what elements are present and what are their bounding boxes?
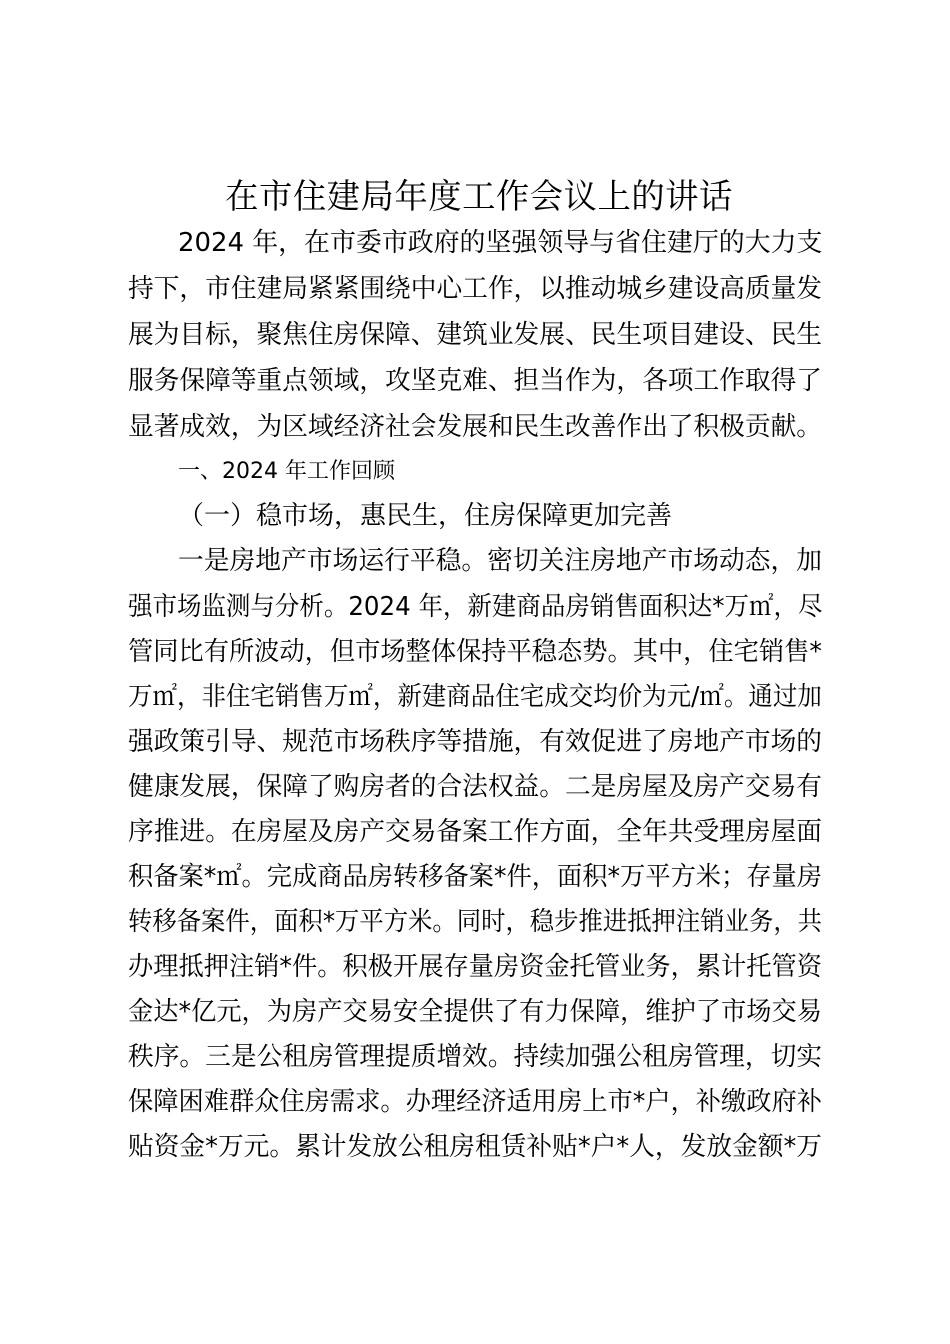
paragraph-line: 办理抵押注销*件。积极开展存量房资金托管业务，累计托管资 bbox=[128, 952, 822, 982]
paragraph-line: 强市场监测与分析。2024 年，新建商品房销售面积达*万㎡，尽 bbox=[128, 592, 823, 622]
paragraph-line: 强政策引导、规范市场秩序等措施，有效促进了房地产市场的 bbox=[128, 727, 823, 757]
paragraph-line: 转移备案件，面积*万平方米。同时，稳步推进抵押注销业务，共 bbox=[128, 907, 823, 937]
paragraph-line: 一是房地产市场运行平稳。密切关注房地产市场动态，加 bbox=[178, 546, 823, 576]
paragraph-line: 服务保障等重点领域，攻坚克难、担当作为，各项工作取得了 bbox=[128, 366, 823, 396]
paragraph-line: 保障困难群众住房需求。办理经济适用房上市*户，补缴政府补 bbox=[128, 1087, 822, 1117]
paragraph-line: 健康发展，保障了购房者的合法权益。二是房屋及房产交易有 bbox=[128, 772, 823, 802]
paragraph-line: 管同比有所波动，但市场整体保持平稳态势。其中，住宅销售* bbox=[128, 637, 822, 667]
paragraph-line: 持下，市住建局紧紧围绕中心工作，以推动城乡建设高质量发 bbox=[128, 274, 823, 304]
paragraph-line: 金达*亿元，为房产交易安全提供了有力保障，维护了市场交易 bbox=[128, 997, 822, 1027]
section-heading: 一、2024 年工作回顾 bbox=[178, 459, 395, 484]
paragraph-line: 秩序。三是公租房管理提质增效。持续加强公租房管理，切实 bbox=[128, 1042, 823, 1072]
paragraph-line: 显著成效，为区域经济社会发展和民生改善作出了积极贡献。 bbox=[128, 412, 823, 442]
paragraph-line: 展为目标，聚焦住房保障、建筑业发展、民生项目建设、民生 bbox=[128, 320, 823, 350]
paragraph-line: 2024 年，在市委市政府的坚强领导与省住建厅的大力支 bbox=[178, 228, 823, 258]
document-title: 在市住建局年度工作会议上的讲话 bbox=[225, 177, 733, 217]
paragraph-line: 序推进。在房屋及房产交易备案工作方面，全年共受理房屋面 bbox=[128, 817, 823, 847]
paragraph-line: 万㎡，非住宅销售万㎡，新建商品住宅成交均价为元/㎡。通过加 bbox=[128, 682, 822, 712]
paragraph-line: 积备案*㎡。完成商品房转移备案*件，面积*万平方米；存量房 bbox=[128, 862, 822, 892]
paragraph-line: 贴资金*万元。累计发放公租房租赁补贴*户*人，发放金额*万 bbox=[128, 1132, 823, 1162]
subsection-heading: （一）稳市场，惠民生，住房保障更加完善 bbox=[178, 501, 673, 531]
